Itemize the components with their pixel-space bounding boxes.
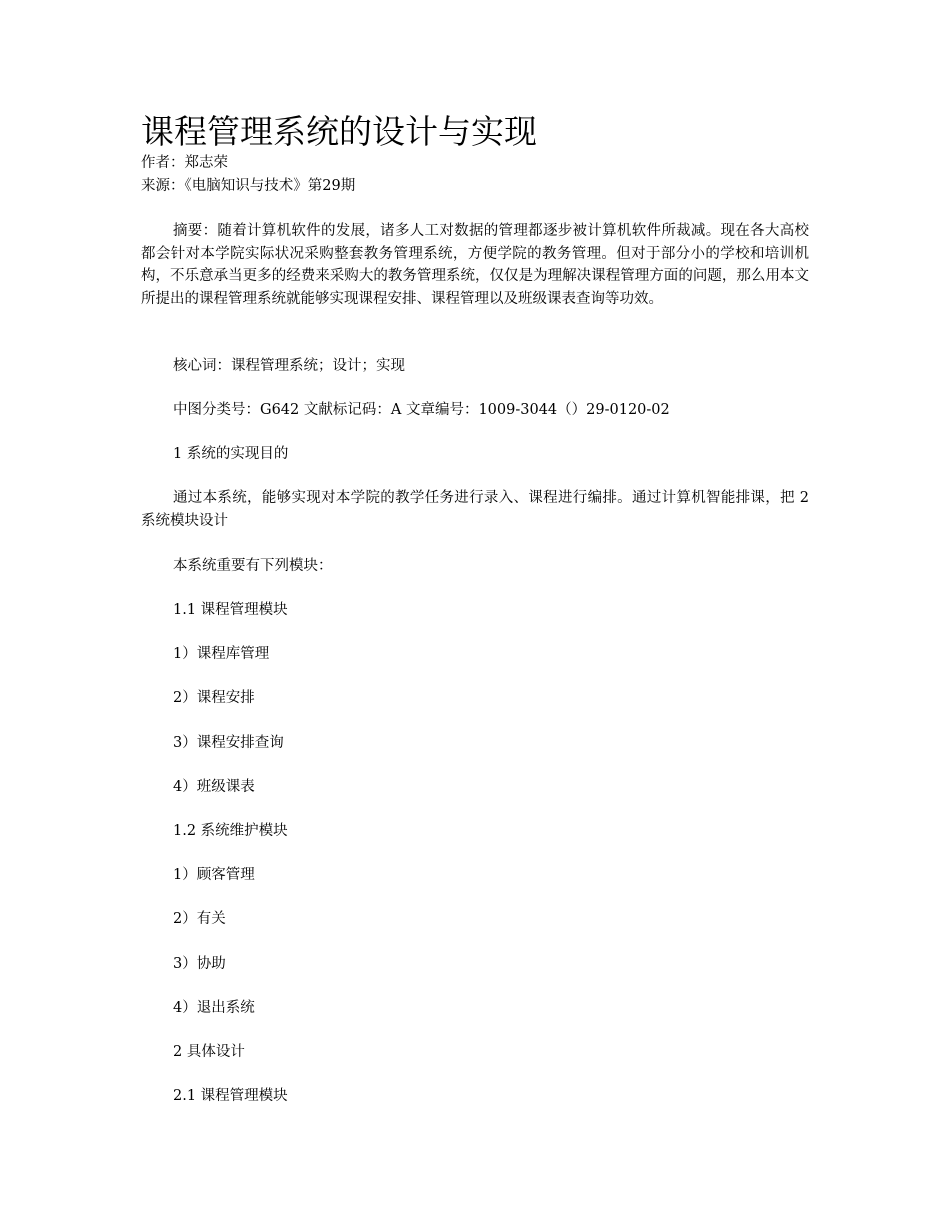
author-line: 作者：郑志荣 xyxy=(141,155,228,171)
subsection-heading: 2.1 课程管理模块 xyxy=(173,1088,288,1104)
section-paragraph: 通过本系统，能够实现对本学院的教学任务进行录入、课程进行编排。通过计算机智能排课，把 2 系统模块设计 xyxy=(141,490,809,529)
section-heading: 2 具体设计 xyxy=(173,1044,245,1060)
abstract-paragraph: 摘要：随着计算机软件的发展，诸多人工对数据的管理都逐步被计算机软件所裁减。现在各大高校都会针对本学院实际状况采购整套教务管理系统，方便学院的教务管理。但对于部分小的学校和培训机构，不乐意承当更多的经费来采购大的教务管理系统，仅仅是为理解决课程管理方面的问题，那么用本文所提出的课程管理系统就能够实现课程安排、课程管理以及班级课表查询等功效。 xyxy=(141,223,809,307)
section-heading: 1 系统的实现目的 xyxy=(173,446,289,462)
subsection-heading: 1.2 系统维护模块 xyxy=(173,823,288,839)
subsection-heading: 1.1 课程管理模块 xyxy=(173,602,288,618)
modules-intro: 本系统重要有下列模块： xyxy=(173,558,333,574)
classification-line: 中图分类号：G642 文献标记码：A 文章编号：1009-3044（）29-0120-02 xyxy=(173,402,670,418)
list-item: 4）班级课表 xyxy=(173,779,255,795)
list-item: 3）课程安排查询 xyxy=(173,735,284,751)
list-item: 3）协助 xyxy=(173,956,226,972)
document-title: 课程管理系统的设计与实现 xyxy=(141,112,537,151)
list-item: 1）顾客管理 xyxy=(173,867,255,883)
list-item: 4）退出系统 xyxy=(173,1000,255,1016)
list-item: 2）课程安排 xyxy=(173,690,255,706)
list-item: 1）课程库管理 xyxy=(173,646,270,662)
list-item: 2）有关 xyxy=(173,911,226,927)
source-line: 来源：《电脑知识与技术》第29期 xyxy=(141,178,356,194)
keywords-line: 核心词：课程管理系统；设计；实现 xyxy=(173,358,405,374)
